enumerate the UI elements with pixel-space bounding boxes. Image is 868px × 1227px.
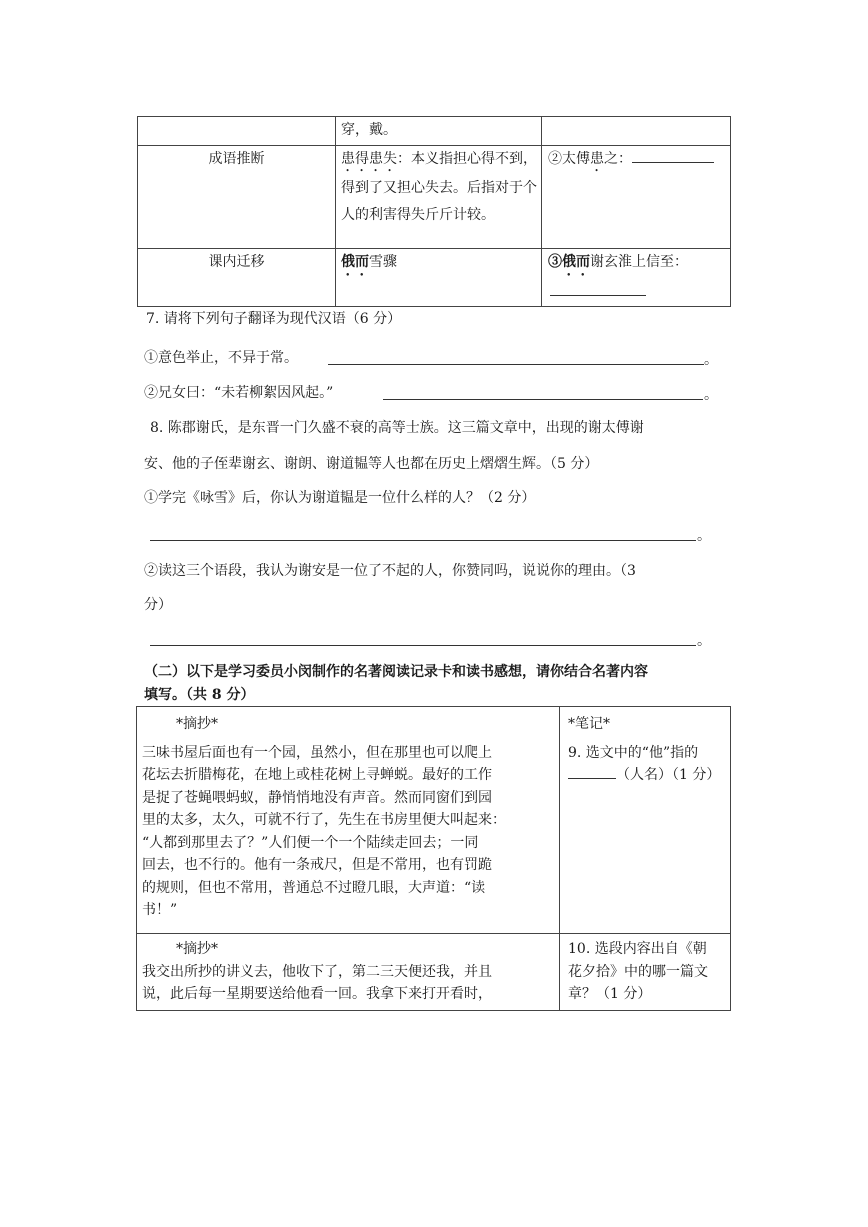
q10-line: 10. 选段内容出自《朝 xyxy=(568,941,707,957)
excerpt-line: 是捉了苍蝇喂蚂蚁，静悄悄地没有声音。然而同窗们到园 xyxy=(142,789,492,806)
excerpt-cell-2 xyxy=(137,934,560,1011)
q7-period-1: 。 xyxy=(704,352,718,368)
excerpt-line: 回去，也不行的。他有一条戒尺，但是不常用，也有罚跪 xyxy=(142,857,492,873)
q8-sub1: ①学完《咏雪》后，你认为谢道韫是一位什么样的人？（2 分） xyxy=(144,490,536,506)
vocab-row1-middle: 患得患失：本义指担心得不到，得到了又担心失去。后指对于个人的利害得失斤斤计较。 xyxy=(336,146,542,249)
q7-item2: ②兄女曰：“未若柳絮因风起。” xyxy=(144,385,334,401)
vocab-table xyxy=(137,116,731,307)
q10-line: 花夕拾》中的哪一篇文 xyxy=(568,963,708,980)
q10-line: 章？（1 分） xyxy=(568,986,652,1002)
note-cell-1 xyxy=(560,707,731,934)
vocab-row2-middle: 俄而雪骤 xyxy=(336,249,542,307)
excerpt-line: 三味书屋后面也有一个园，虽然小，但在那里也可以爬上 xyxy=(142,744,492,761)
answer-blank-2[interactable] xyxy=(632,162,714,163)
q8-intro-line1: 8. 陈郡谢氏，是东晋一门久盛不衰的高等士族。这三篇文章中，出现的谢太傅谢 xyxy=(150,420,644,436)
section2-heading-line1: （二）以下是学习委员小闵制作的名著阅读记录卡和读书感想，请你结合名著内容 xyxy=(144,664,648,680)
excerpt-cell-1 xyxy=(137,707,560,934)
q7-answer-line-1[interactable] xyxy=(328,364,704,365)
section2-heading-line2: 填写。（共 8 分） xyxy=(144,687,255,703)
excerpt-line: 说，此后每一星期要送给他看一回。我拿下来打开看时， xyxy=(142,986,492,1002)
vocab-row0-right xyxy=(542,117,731,146)
q8-intro-line2: 安、他的子侄辈谢玄、谢朗、谢道韫等人也都在历史上熠熠生辉。（5 分） xyxy=(144,456,599,472)
excerpt-tag-1: *摘抄* xyxy=(176,716,218,732)
note-cell-2 xyxy=(560,934,731,1011)
vocab-row2-label: 课内迁移 xyxy=(138,249,336,307)
q8-period-1: 。 xyxy=(697,528,711,544)
vocab-row2-right: ③俄而谢玄淮上信至： xyxy=(542,249,731,307)
q9-line2: （人名）（1 分） xyxy=(568,764,724,787)
answer-blank-3[interactable] xyxy=(550,295,646,296)
excerpt-tag-2: *摘抄* xyxy=(176,941,218,957)
excerpt-line: 书！” xyxy=(142,902,178,918)
idiom-word: 患得患失 xyxy=(341,151,397,167)
q8-sub2-line1: ②读这三个语段，我认为谢安是一位了不起的人，你赞同吗，说说你的理由。（3 xyxy=(144,563,636,579)
q9-line1: 9. 选文中的“他”指的 xyxy=(568,744,699,761)
excerpt-line: 的规则，但也不常用，普通总不过瞪几眼，大声道：“读 xyxy=(142,879,486,896)
excerpt-line: 里的太多，太久，可就不行了，先生在书房里便大叫起来： xyxy=(142,812,506,828)
reading-record-table xyxy=(136,706,731,1011)
q9-answer-blank[interactable] xyxy=(568,778,616,779)
q8-period-2: 。 xyxy=(697,633,711,649)
q8-answer-line-2[interactable] xyxy=(150,645,696,646)
vocab-row1-right: ②太傅患之： xyxy=(542,146,731,249)
q7-title: 7. 请将下列句子翻译为现代汉语（6 分） xyxy=(146,311,402,327)
q8-sub2-line2: 分） xyxy=(144,597,172,613)
excerpt-line: 我交出所抄的讲义去，他收下了，第二三天便还我，并且 xyxy=(142,963,492,980)
excerpt-line: “人都到那里去了？”人们便一个一个陆续走回去；一同 xyxy=(142,834,479,851)
vocab-row0-middle: 穿，戴。 xyxy=(336,117,542,146)
vocab-row1-label: 成语推断 xyxy=(138,146,336,249)
q7-item1: ①意色举止，不异于常。 xyxy=(144,350,298,366)
q7-period-2: 。 xyxy=(704,387,718,403)
excerpt-line: 花坛去折腊梅花，在地上或桂花树上寻蝉蜕。最好的工作 xyxy=(142,767,492,783)
q7-answer-line-2[interactable] xyxy=(383,399,703,400)
q8-answer-line-1[interactable] xyxy=(150,540,696,541)
note-tag: *笔记* xyxy=(568,716,610,732)
vocab-row0-label xyxy=(138,117,336,146)
